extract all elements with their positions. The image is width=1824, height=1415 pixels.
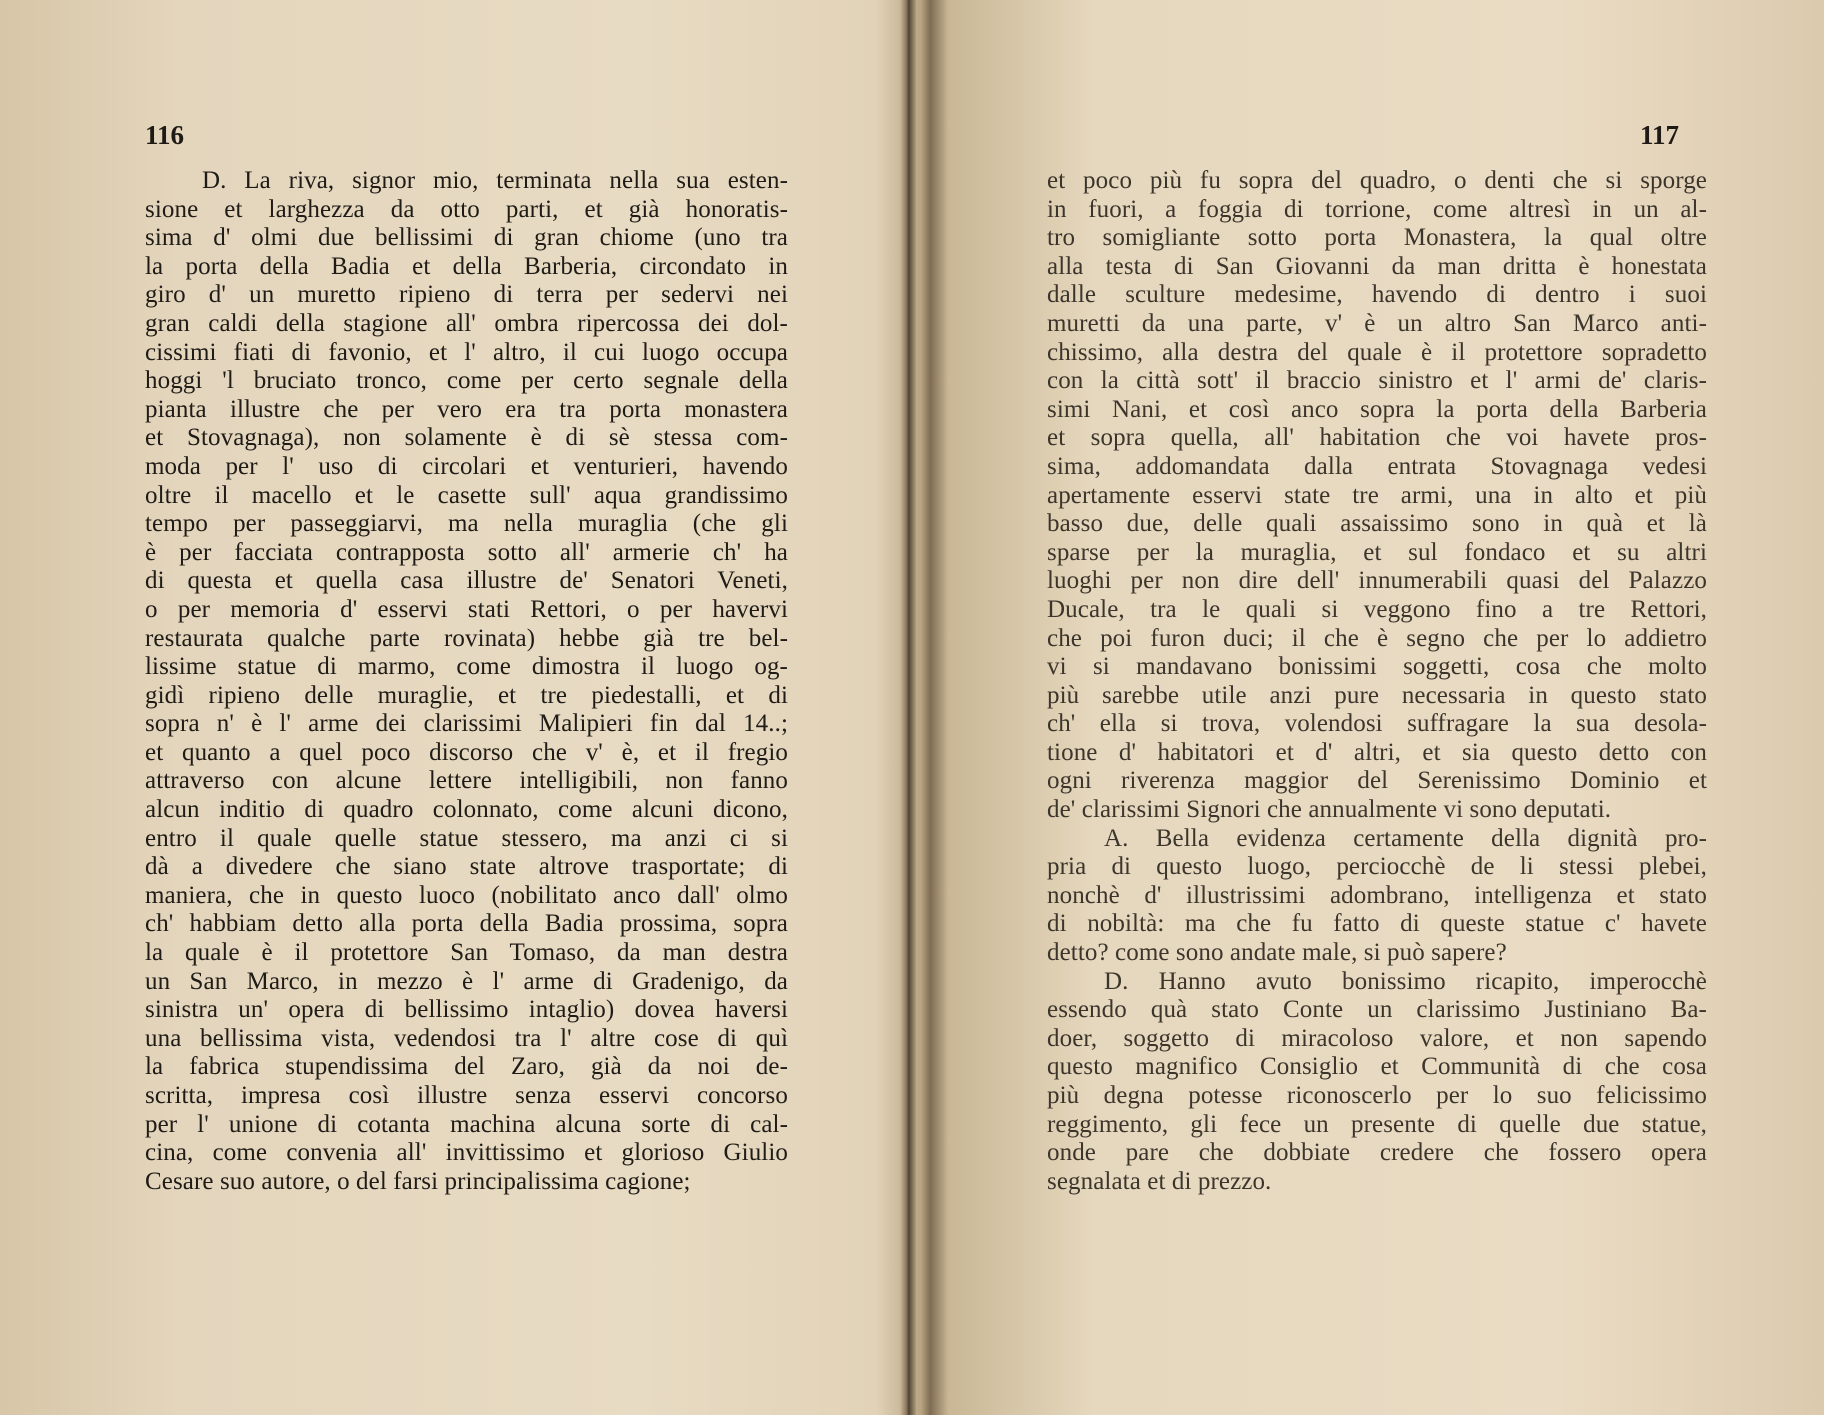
text-line: ogni riverenza maggior del Serenissimo Dominio et <box>1047 767 1707 795</box>
page-number-left: 116 <box>145 120 185 150</box>
left-page-text <box>145 167 788 1196</box>
text-line: pianta illustre che per vero era tra porta monastera <box>145 395 788 423</box>
text-line: gran caldi della stagione all' ombra ripercossa dei dol- <box>145 309 788 337</box>
text-line: A. Bella evidenza certamente della dignità pro- <box>1104 824 1707 852</box>
text-line: maniera, che in questo luoco (nobilitato anco dall' olmo <box>145 881 788 909</box>
text-line: questo magnifico Consiglio et Communità di che cosa <box>1047 1053 1707 1081</box>
text-line: et poco più fu sopra del quadro, o denti che si sporge <box>1047 167 1707 194</box>
text-line: dalle sculture medesime, havendo di dentro i suoi <box>1047 281 1707 309</box>
text-line: di nobiltà: ma che fu fatto di queste statue c' havete <box>1047 910 1707 938</box>
text-line: luoghi per non dire dell' innumerabili quasi del Palazzo <box>1047 567 1707 595</box>
text-line: doer, soggetto di miracoloso valore, et non sapendo <box>1047 1024 1707 1052</box>
text-line: ch' ella si trova, volendosi suffragare la sua desola- <box>1047 710 1707 738</box>
text-line: segnalata et di prezzo. <box>1047 1167 1272 1195</box>
text-line: apertamente esservi state tre armi, una in alto et più <box>1047 481 1707 509</box>
text-line: alcun inditio di quadro colonnato, come alcuni dicono, <box>145 796 788 824</box>
text-line: D. La riva, signor mio, terminata nella sua esten- <box>202 167 788 194</box>
text-line: essendo quà stato Conte un clarissimo Justiniano Ba- <box>1047 996 1707 1024</box>
text-line: ch' habbiam detto alla porta della Badia prossima, sopra <box>145 910 788 938</box>
text-line: tro somigliante sotto porta Monastera, la qual oltre <box>1047 224 1707 252</box>
text-line: attraverso con alcune lettere intelligibili, non fanno <box>145 767 788 795</box>
text-line: de' clarissimi Signori che annualmente vi sono deputati. <box>1047 796 1612 824</box>
text-line: reggimento, gli fece un presente di quelle due statue, <box>1047 1110 1707 1138</box>
left-page <box>0 0 905 1415</box>
text-line: più sarebbe utile anzi pure necessaria in questo stato <box>1047 681 1707 709</box>
text-line: alla testa di San Giovanni da man dritta è honestata <box>1047 252 1707 280</box>
text-line: in fuori, a foggia di torrione, come altresì in un al- <box>1047 195 1707 223</box>
text-line: oltre il macello et le casette sull' aqua grandissimo <box>145 481 788 509</box>
text-line: sinistra un' opera di bellissimo intaglio) dovea haversi <box>145 996 788 1024</box>
text-line: muretti da una parte, v' è un altro San Marco anti- <box>1047 309 1707 337</box>
text-line: sopra n' è l' arme dei clarissimi Malipieri fin dal 14..; <box>145 710 788 738</box>
text-line: nonchè d' illustrissimi adombrano, intelligenza et stato <box>1047 881 1707 909</box>
text-line: D. Hanno avuto bonissimo ricapito, imperocchè <box>1104 967 1707 995</box>
page-number-right: 117 <box>1639 120 1679 150</box>
text-line: la quale è il protettore San Tomaso, da man destra <box>145 939 788 967</box>
right-page <box>920 0 1824 1415</box>
text-line: scritta, impresa così illustre senza esservi concorso <box>145 1082 788 1109</box>
text-line: chissimo, alla destra del quale è il protettore sopradetto <box>1047 338 1707 366</box>
text-line: gidì ripieno delle muraglie, et tre piedestalli, et di <box>145 681 788 709</box>
text-line: cina, come convenia all' invittissimo et glorioso Giulio <box>145 1139 788 1167</box>
text-line: sima, addomandata dalla entrata Stovagnaga vedesi <box>1047 452 1707 480</box>
text-line: è per facciata contrapposta sotto all' armerie ch' ha <box>145 538 788 566</box>
text-line: una bellissima vista, vedendosi tra l' altre cose di quì <box>145 1024 788 1052</box>
text-line: vi si mandavano bonissimi soggetti, cosa che molto <box>1047 653 1707 681</box>
text-line: o per memoria d' esservi stati Rettori, o per havervi <box>145 595 788 623</box>
text-line: cissimi fiati di favonio, et l' altro, il cui luogo occupa <box>145 338 788 366</box>
text-line: più degna potesse riconoscerlo per lo suo felicissimo <box>1047 1082 1707 1109</box>
text-line: con la città sott' il braccio sinistro et l' armi de' claris- <box>1047 367 1707 395</box>
text-line: giro d' un muretto ripieno di terra per sedervi nei <box>145 281 788 309</box>
text-line: sima d' olmi due bellissimi di gran chiome (uno tra <box>145 224 788 252</box>
text-line: di questa et quella casa illustre de' Senatori Veneti, <box>145 567 788 595</box>
right-page-text <box>1047 167 1707 1196</box>
text-line: un San Marco, in mezzo è l' arme di Gradenigo, da <box>145 967 788 995</box>
text-line: et Stovagnaga), non solamente è di sè stessa com- <box>145 424 788 452</box>
text-line: detto? come sono andate male, si può sapere? <box>1047 939 1507 967</box>
text-line: Ducale, tra le quali si veggono fino a tre Rettori, <box>1047 595 1707 623</box>
text-line: hoggi 'l bruciato tronco, come per certo segnale della <box>145 367 788 395</box>
text-line: la porta della Badia et della Barberia, circondato in <box>145 252 788 280</box>
text-line: tempo per passeggiarvi, ma nella muraglia (che gli <box>145 510 788 538</box>
text-line: sione et larghezza da otto parti, et già honoratis- <box>145 195 788 223</box>
text-line: tione d' habitatori et d' altri, et sia questo detto con <box>1047 738 1707 766</box>
text-line: per l' unione di cotanta machina alcuna sorte di cal- <box>145 1110 788 1138</box>
text-line: moda per l' uso di circolari et venturieri, havendo <box>145 452 788 480</box>
text-line: restaurata qualche parte rovinata) hebbe già tre bel- <box>145 624 788 652</box>
text-line: onde pare che dobbiate credere che fossero opera <box>1047 1139 1707 1167</box>
text-line: et quanto a quel poco discorso che v' è, et il fregio <box>145 738 788 766</box>
text-line: entro il quale quelle statue stessero, ma anzi ci si <box>145 824 788 852</box>
text-line: la fabrica stupendissima del Zaro, già da noi de- <box>145 1053 788 1081</box>
text-line: sparse per la muraglia, et sul fondaco et su altri <box>1047 538 1707 566</box>
text-line: simi Nani, et così anco sopra la porta della Barberia <box>1047 395 1707 423</box>
text-line: lissime statue di marmo, come dimostra il luogo og- <box>145 653 788 681</box>
text-line: basso due, delle quali assaissimo sono in quà et là <box>1047 510 1707 538</box>
text-line: dà a divedere che siano state altrove trasportate; di <box>145 853 788 881</box>
text-line: che poi furon duci; il che è segno che per lo addietro <box>1047 624 1707 652</box>
text-line: Cesare suo autore, o del farsi principalissima cagione; <box>145 1167 691 1195</box>
text-line: pria di questo luogo, perciocchè de li stessi plebei, <box>1047 853 1707 881</box>
text-line: et sopra quella, all' habitation che voi havete pros- <box>1047 424 1707 452</box>
